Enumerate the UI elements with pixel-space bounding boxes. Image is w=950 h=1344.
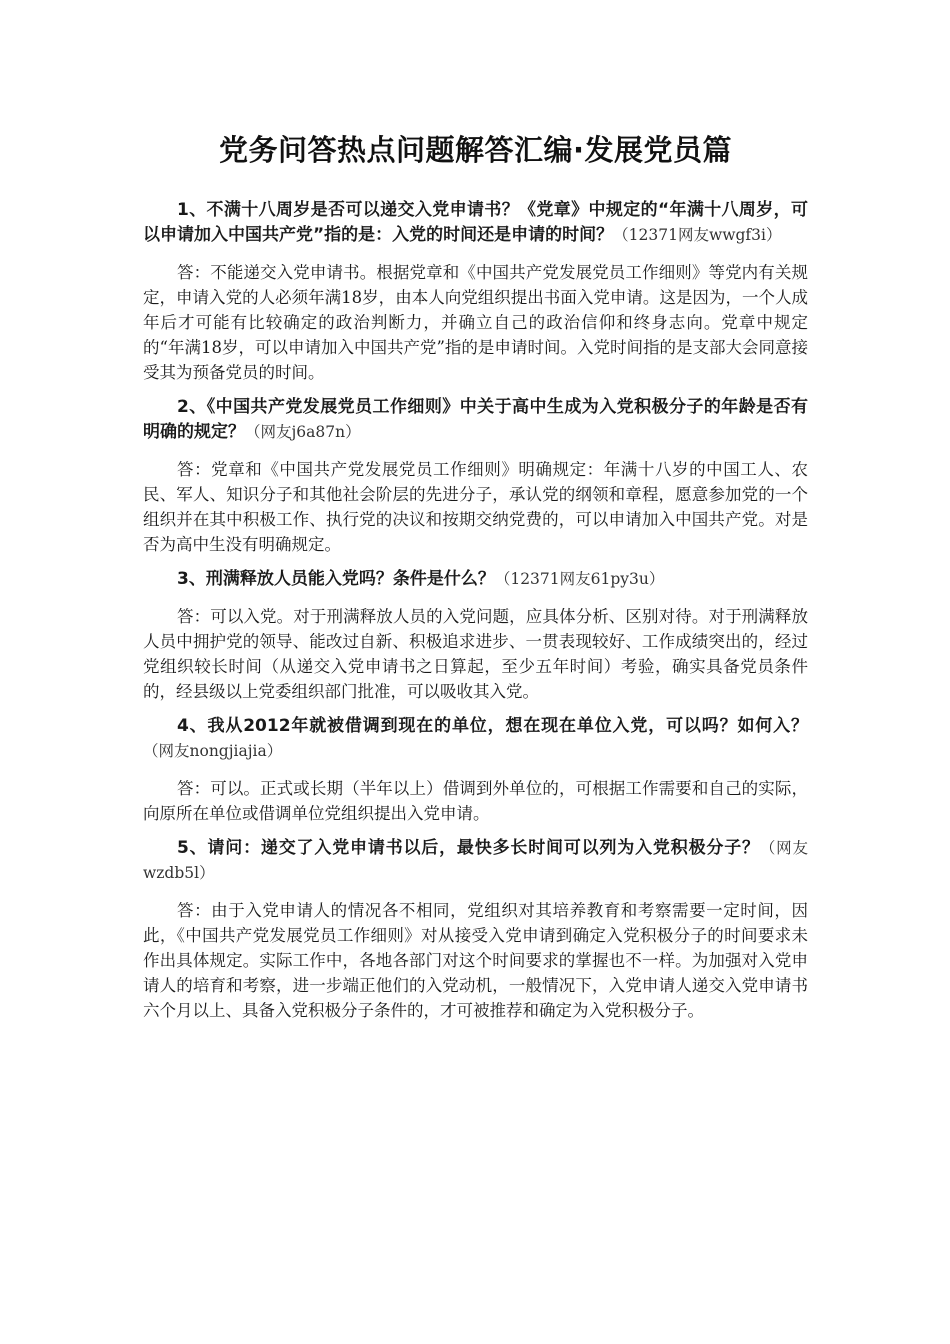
question-3 xyxy=(143,567,808,592)
document-page xyxy=(143,128,808,1033)
question-4 xyxy=(143,714,808,764)
question-2 xyxy=(143,395,808,445)
answer-5: 答：由于入党申请人的情况各不相同，党组织对其培养教育和考察需要一定时间，因此，《中国共产党发展党员工作细则》对从接受入党申请到确定入党积极分子的时间要求未作出具体规定。实际工作中，各地各部门对这个时间要求的掌握也不一样。为加强对入党申请人的培育和考察，进一步端正他们的入党动机，一般情况下，入党申请人递交入党申请书六个月以上、具备入党积极分子条件的，才可被推荐和确定为入党积极分子。 xyxy=(143,901,808,1020)
question-text: 4、我从2012年就被借调到现在的单位，想在现在单位入党，可以吗？如何入？ xyxy=(177,716,808,736)
answer-1: 答：不能递交入党申请书。根据党章和《中国共产党发展党员工作细则》等党内有关规定，申请入党的人必须年满18岁，由本人向党组织提出书面入党申请。这是因为，一个人成年后才可能有比较确定的政治判断力，并确立自己的政治信仰和终身志向。党章中规定的“年满18岁，可以申请加入中国共产党”指的是申请时间。入党时间指的是支部大会同意接受其为预备党员的时间。 xyxy=(143,263,808,382)
question-source: （网友j6a87n） xyxy=(245,423,361,441)
question-text: 5、请问：递交了入党申请书以后，最快多长时间可以列为入党积极分子？ xyxy=(177,838,760,858)
question-text: 2、《中国共产党发展党员工作细则》中关于高中生成为入党积极分子的年龄是否有明确的规定？ xyxy=(143,397,808,442)
document-title: 党务问答热点问题解答汇编·发展党员篇 xyxy=(218,133,733,167)
question-1 xyxy=(143,198,808,248)
qa-item-3 xyxy=(143,567,808,704)
question-5 xyxy=(143,836,808,886)
answer-2: 答：党章和《中国共产党发展党员工作细则》明确规定：年满十八岁的中国工人、农民、军人、知识分子和其他社会阶层的先进分子，承认党的纲领和章程，愿意参加党的一个组织并在其中积极工作、执行党的决议和按期交纳党费的，可以申请加入中国共产党。对是否为高中生没有明确规定。 xyxy=(143,460,808,554)
answer-3: 答：可以入党。对于刑满释放人员的入党问题，应具体分析、区别对待。对于刑满释放人员中拥护党的领导、能改过自新、积极追求进步、一贯表现较好、工作成绩突出的，经过党组织较长时间（从递交入党申请书之日算起，至少五年时间）考验，确实具备党员条件的，经县级以上党委组织部门批准，可以吸收其入党。 xyxy=(143,607,808,701)
qa-item-4 xyxy=(143,714,808,826)
question-source: （网友nongjiajia） xyxy=(143,742,283,760)
question-text: 3、刑满释放人员能入党吗？条件是什么？ xyxy=(177,569,495,589)
question-source: （12371网友61py3u） xyxy=(494,570,665,588)
question-text: 1、不满十八周岁是否可以递交入党申请书？《党章》中规定的“年满十八周岁，可以申请加入中国共产党”指的是：入党的时间还是申请的时间？ xyxy=(143,200,808,245)
question-source: （网友wzdb5l） xyxy=(143,839,808,882)
qa-item-2 xyxy=(143,395,808,557)
qa-item-1 xyxy=(143,198,808,385)
question-source: （12371网友wwgf3i） xyxy=(613,226,782,244)
answer-4: 答：可以。正式或长期（半年以上）借调到外单位的，可根据工作需要和自己的实际，向原所在单位或借调单位党组织提出入党申请。 xyxy=(143,779,808,823)
qa-item-5 xyxy=(143,836,808,1023)
